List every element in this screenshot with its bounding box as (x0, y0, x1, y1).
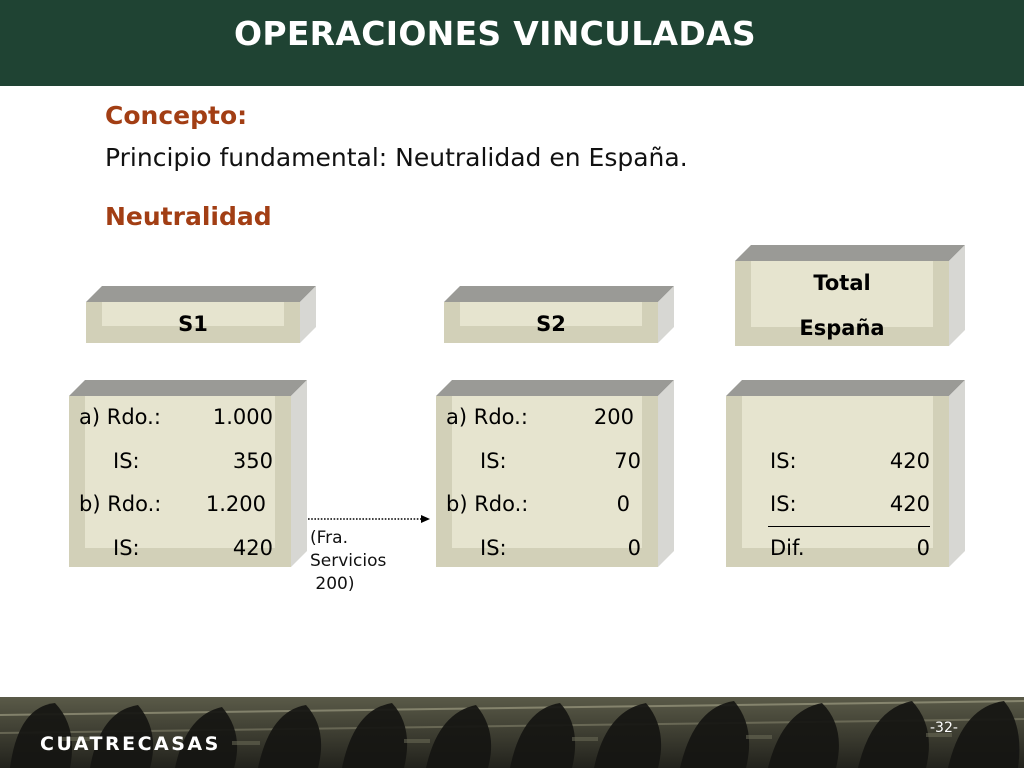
s1-row-a-value: 1.000 (212, 405, 273, 429)
total-row-is2-label: IS: (770, 492, 797, 516)
total-label-line2: España (799, 316, 885, 340)
total-row-is1-value: 420 (889, 449, 930, 473)
s1-row-is1-value: 350 (232, 449, 273, 473)
s1-row-is2-value: 420 (232, 536, 273, 560)
total-row-is1-label: IS: (770, 449, 797, 473)
s2-row-b-value: 0 (616, 492, 630, 516)
s1-row-is1-label: IS: (113, 449, 140, 473)
brand-logo: CUATRECASAS (40, 733, 221, 755)
s1-row-a-label: a) Rdo.: (79, 405, 161, 429)
sum-divider (768, 526, 930, 527)
s2-row-is1-value: 70 (614, 449, 641, 473)
s2-label: S2 (536, 312, 566, 336)
note-line1: (Fra. (310, 528, 348, 548)
service-flow-arrow (307, 512, 431, 526)
concept-heading: Concepto: (105, 101, 248, 130)
s1-row-is2-label: IS: (113, 536, 140, 560)
total-row-dif-label: Dif. (770, 536, 805, 560)
note-line2: Servicios (310, 551, 387, 571)
service-note (310, 527, 386, 596)
s2-row-is2-label: IS: (480, 536, 507, 560)
note-line3: 200) (310, 574, 355, 594)
total-row-is2-value: 420 (889, 492, 930, 516)
total-row-dif-value: 0 (916, 536, 930, 560)
neutrality-heading: Neutralidad (105, 202, 272, 231)
page-title: OPERACIONES VINCULADAS (233, 14, 756, 53)
s2-row-b-label: b) Rdo.: (446, 492, 529, 516)
s2-row-a-label: a) Rdo.: (446, 405, 528, 429)
principle-text: Principio fundamental: Neutralidad en España. (105, 143, 688, 172)
total-label-line1: Total (813, 271, 871, 295)
s1-row-b-value: 1.200 (205, 492, 266, 516)
page-number: -32- (930, 720, 958, 736)
s2-row-is2-value: 0 (627, 536, 641, 560)
s1-label: S1 (178, 312, 208, 336)
s1-row-b-label: b) Rdo.: (79, 492, 162, 516)
s2-row-is1-label: IS: (480, 449, 507, 473)
s2-row-a-value: 200 (593, 405, 634, 429)
